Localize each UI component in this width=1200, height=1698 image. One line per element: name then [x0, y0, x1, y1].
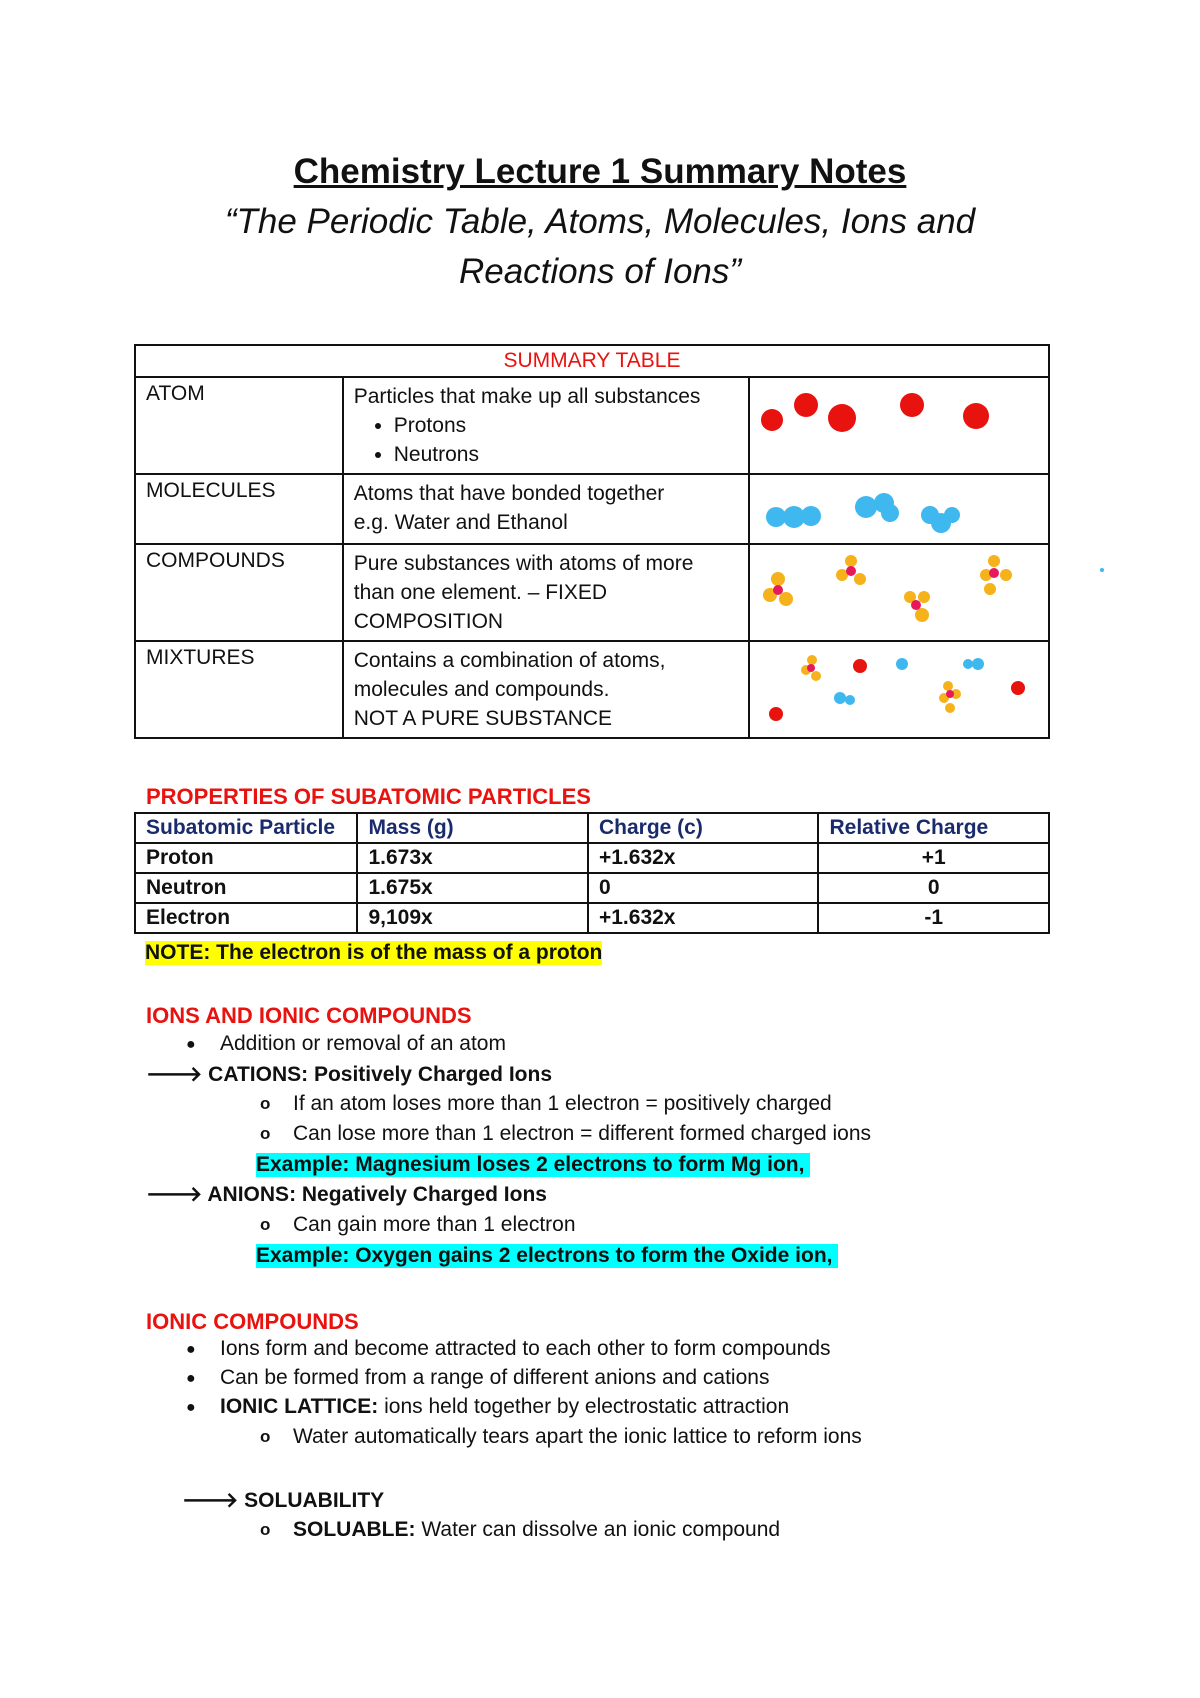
molecule-dot	[896, 658, 908, 670]
ionic-lattice-line	[220, 1395, 789, 1419]
arrow-icon: 🡒	[146, 1063, 203, 1086]
desc-line: e.g. Water and Ethanol	[353, 511, 568, 534]
cell: 0	[818, 873, 1049, 903]
atom-dot	[853, 659, 867, 673]
compound-group	[801, 655, 821, 681]
solubility-label: SOLUABILITY	[244, 1489, 385, 1512]
anions-line	[146, 1182, 547, 1207]
desc-line: Contains a combination of atoms,	[353, 649, 666, 672]
desc-line: COMPOSITION	[353, 610, 504, 633]
compound-group	[763, 572, 793, 606]
document-subtitle-line2: Reactions of Ions”	[458, 252, 742, 291]
cell: +1.632x	[588, 843, 819, 873]
atom-bullet-list	[354, 411, 738, 469]
hollow-bullet-icon: o	[260, 1124, 271, 1143]
ionic-bullet: Can be formed from a range of different anions and cations	[220, 1366, 770, 1389]
term-molecules: MOLECULES	[135, 474, 343, 544]
particles-heading: PROPERTIES OF SUBATOMIC PARTICLES	[146, 784, 591, 809]
soluble-line	[293, 1518, 780, 1542]
term-compounds: COMPOUNDS	[135, 544, 343, 641]
compound-group	[980, 555, 1012, 595]
bullet-icon: ●	[186, 1341, 196, 1358]
cations-item: If an atom loses more than 1 electron = positively charged	[293, 1092, 832, 1115]
desc-atom	[343, 377, 749, 474]
particles-table	[134, 812, 1050, 934]
bullet-icon: ●	[186, 1370, 196, 1387]
ions-bullet-text: Addition or removal of an atom	[220, 1032, 506, 1055]
summary-table-heading: SUMMARY TABLE	[135, 345, 1049, 377]
desc-molecules	[343, 474, 749, 544]
anions-example: Example: Oxygen gains 2 electrons to form the Oxide ion,	[256, 1244, 838, 1268]
col-header-relative-charge: Relative Charge	[818, 813, 1049, 843]
soluble-label: SOLUABLE:	[293, 1518, 416, 1541]
atom-illustration	[749, 377, 1049, 474]
hollow-bullet-icon: o	[260, 1520, 271, 1539]
molecule-dot	[972, 658, 984, 670]
desc-line: NOT A PURE SUBSTANCE	[353, 707, 613, 730]
summary-row-mixtures	[135, 641, 1049, 738]
anions-label: ANIONS: Negatively Charged Ions	[207, 1183, 547, 1206]
cations-label: CATIONS: Positively Charged Ions	[208, 1063, 553, 1086]
arrow-icon: 🡒	[146, 1183, 203, 1206]
hollow-bullet-icon: o	[260, 1215, 271, 1234]
mixtures-illustration	[749, 641, 1049, 738]
molecules-illustration	[749, 474, 1049, 544]
atom-dot	[1011, 681, 1025, 695]
molecule-group	[766, 506, 821, 528]
summary-row-compounds	[135, 544, 1049, 641]
cations-example: Example: Magnesium loses 2 electrons to form Mg ion,	[256, 1153, 810, 1177]
atom-dot	[900, 393, 924, 417]
compound-group	[836, 555, 866, 585]
compounds-drawing	[750, 545, 1050, 633]
table-row	[135, 873, 1049, 903]
cell: -1	[818, 903, 1049, 933]
desc-line: Atoms that have bonded together	[353, 482, 665, 505]
summary-row-molecules	[135, 474, 1049, 544]
lattice-sub: Water automatically tears apart the ionic lattice to reform ions	[293, 1425, 862, 1448]
particles-note: NOTE: The electron is of the mass of a proton	[145, 941, 603, 964]
hollow-bullet-icon: o	[260, 1094, 271, 1113]
atom-dot	[769, 707, 783, 721]
molecule-group	[855, 493, 899, 522]
desc-line: molecules and compounds.	[353, 678, 610, 701]
atom-drawing	[750, 378, 1050, 465]
summary-row-atom	[135, 377, 1049, 474]
cell: Electron	[135, 903, 357, 933]
table-row	[135, 843, 1049, 873]
compound-group	[939, 681, 961, 713]
cell: +1.632x	[588, 903, 819, 933]
desc-mixtures	[343, 641, 749, 738]
molecule-dot	[963, 659, 973, 669]
summary-table	[134, 344, 1050, 739]
soluble-text: Water can dissolve an ionic compound	[421, 1518, 781, 1541]
list-item: • Neutrons	[394, 440, 738, 469]
anions-item: Can gain more than 1 electron	[293, 1213, 576, 1236]
bullet-icon: ●	[186, 1036, 196, 1053]
hollow-bullet-icon: o	[260, 1427, 271, 1446]
ions-heading: IONS AND IONIC COMPOUNDS	[146, 1003, 472, 1028]
col-header-charge: Charge (c)	[588, 813, 819, 843]
lattice-label: IONIC LATTICE:	[220, 1395, 379, 1418]
atom-dot	[761, 409, 783, 431]
stray-dot	[1100, 568, 1104, 572]
document-subtitle-line1: “The Periodic Table, Atoms, Molecules, Ions and	[224, 202, 976, 241]
cell: Neutron	[135, 873, 357, 903]
col-header-mass: Mass (g)	[357, 813, 588, 843]
molecule-group	[921, 506, 960, 533]
cations-item: Can lose more than 1 electron = different formed charged ions	[293, 1122, 872, 1145]
cell: 1.675x	[357, 873, 588, 903]
compounds-illustration	[749, 544, 1049, 641]
cell: Proton	[135, 843, 357, 873]
particles-header-row	[135, 813, 1049, 843]
cell: 9,109x	[357, 903, 588, 933]
table-row	[135, 903, 1049, 933]
lattice-text: ions held together by electrostatic attraction	[384, 1395, 790, 1418]
cell: +1	[818, 843, 1049, 873]
list-item: • Protons	[394, 411, 738, 440]
cell: 0	[588, 873, 819, 903]
atom-dot	[963, 403, 989, 429]
molecule-dot	[834, 692, 846, 704]
solubility-line	[182, 1488, 384, 1513]
desc-line: than one element. – FIXED	[353, 581, 608, 604]
col-header-particle: Subatomic Particle	[135, 813, 357, 843]
cell: 1.673x	[357, 843, 588, 873]
desc-atom-text: Particles that make up all substances	[353, 385, 701, 408]
ionic-heading: IONIC COMPOUNDS	[146, 1309, 359, 1334]
mixtures-drawing	[750, 642, 1050, 730]
ionic-bullet: Ions form and become attracted to each other to form compounds	[220, 1337, 831, 1360]
compound-group	[904, 591, 930, 622]
atom-dot	[828, 404, 856, 432]
term-mixtures: MIXTURES	[135, 641, 343, 738]
molecules-drawing	[750, 475, 1050, 545]
bullet-icon: ●	[186, 1399, 196, 1416]
arrow-icon: 🡒	[182, 1489, 239, 1512]
atom-dot	[794, 393, 818, 417]
molecule-dot	[845, 695, 855, 705]
desc-compounds	[343, 544, 749, 641]
term-atom: ATOM	[135, 377, 343, 474]
cations-line	[146, 1062, 552, 1087]
desc-line: Pure substances with atoms of more	[353, 552, 694, 575]
document-title: Chemistry Lecture 1 Summary Notes	[293, 152, 907, 191]
